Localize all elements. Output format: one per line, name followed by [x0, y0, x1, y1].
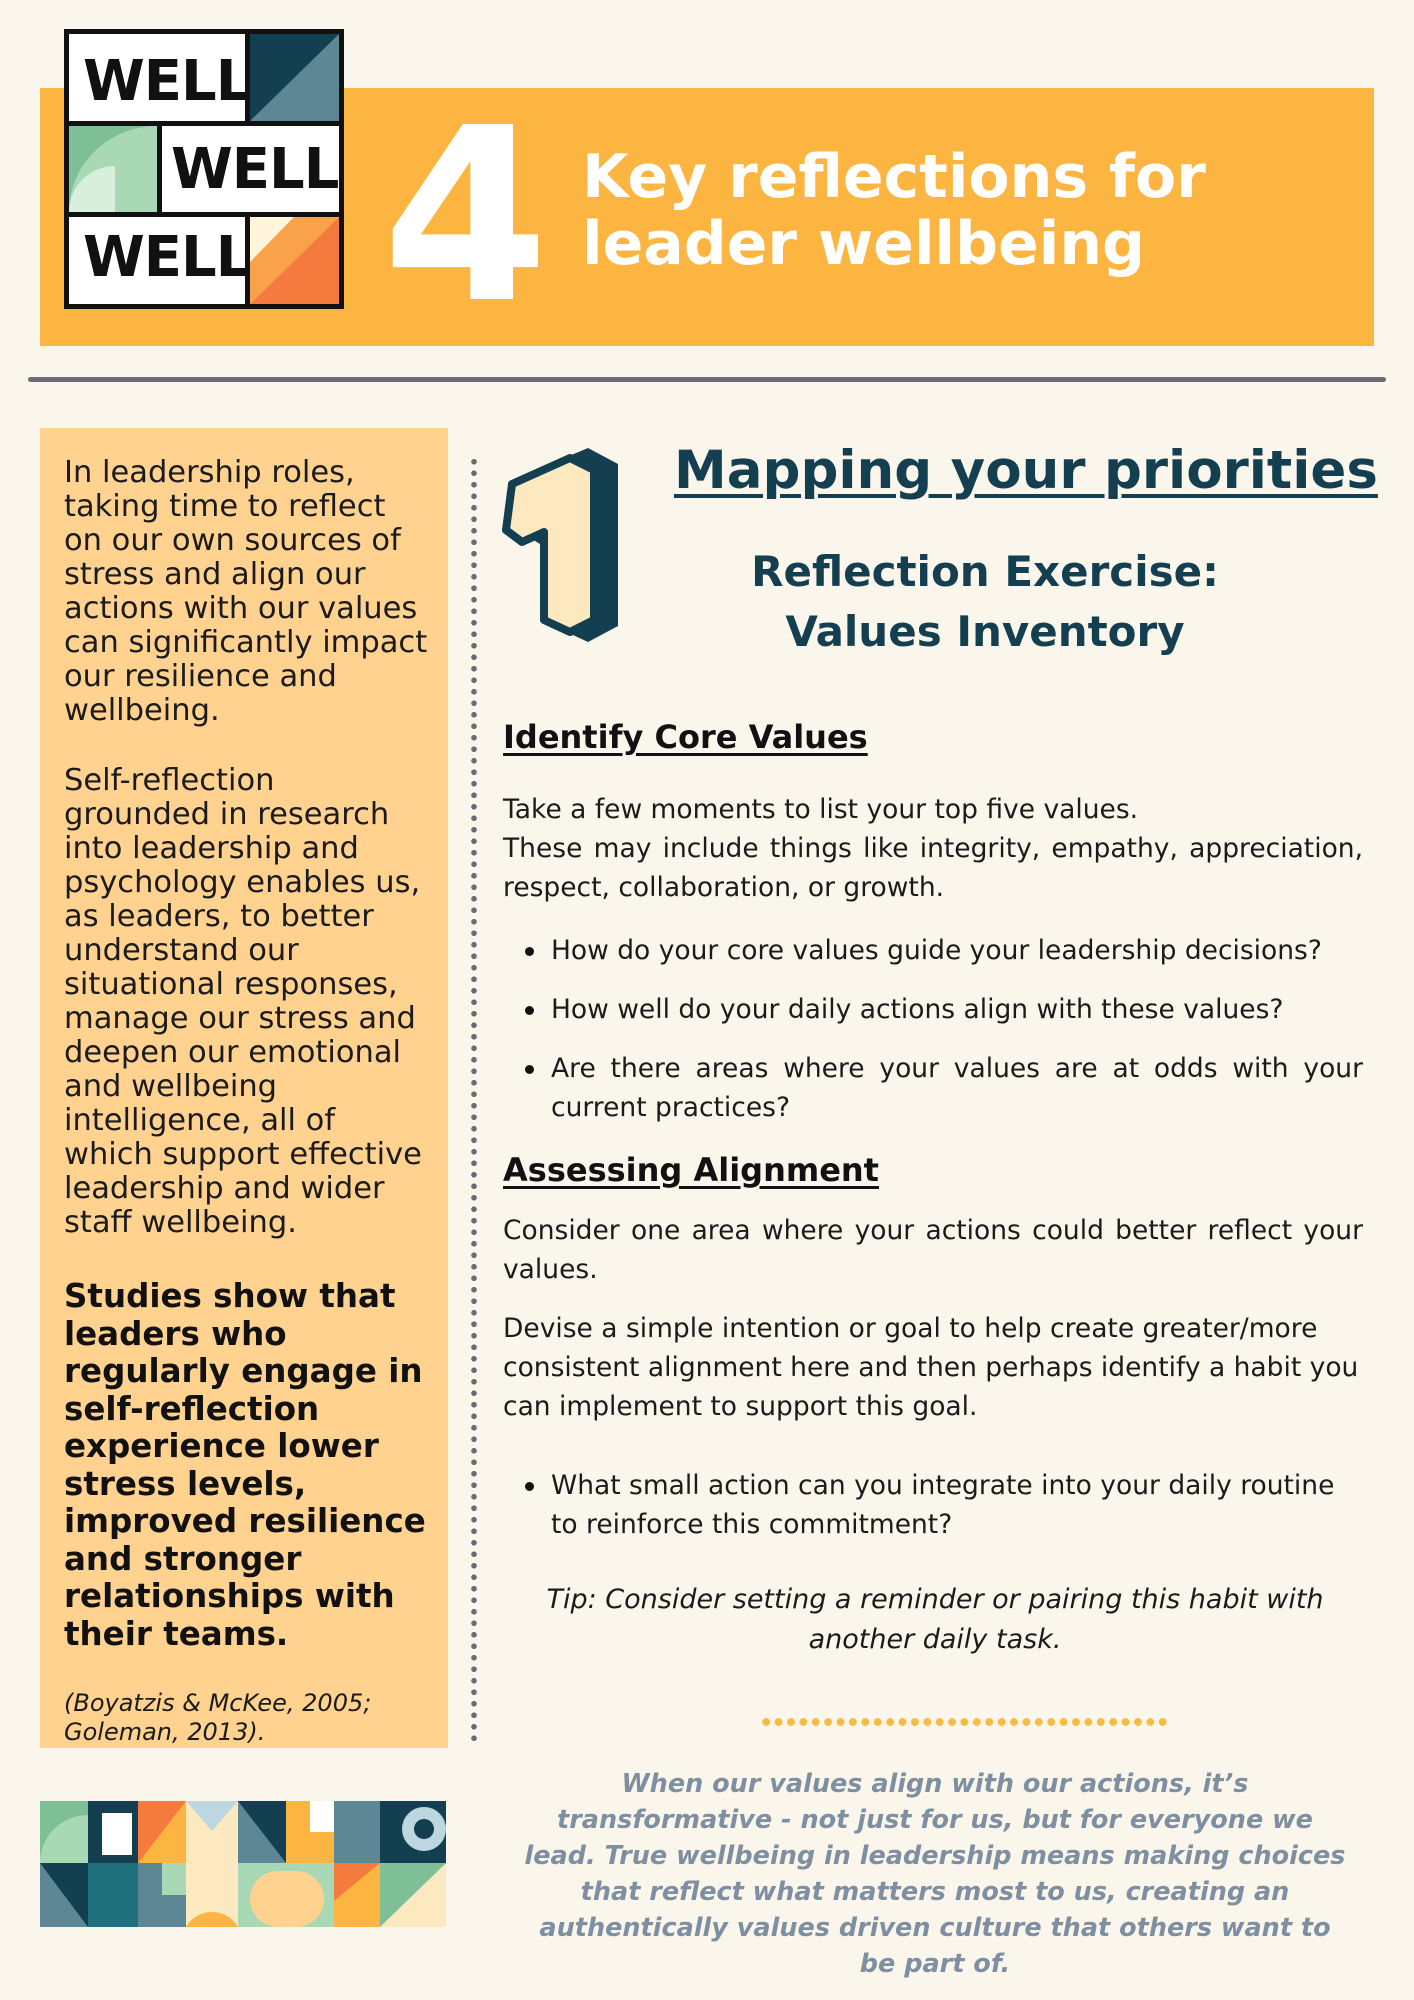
- section-title: Mapping your priorities: [674, 440, 1378, 501]
- sidebar-panel: [40, 428, 448, 1748]
- header-divider: [28, 377, 1386, 382]
- horizontal-dotted-divider: [760, 1717, 1170, 1727]
- assessing-heading: Assessing Alignment: [503, 1151, 879, 1189]
- sidebar-intro: In leadership roles, taking time to reflect on our own sources of stress and align our actions with our values can significantly impact our resilience and wellbeing.: [64, 455, 428, 728]
- identify-line1: Take a few moments to list your top five values.: [503, 794, 1139, 825]
- page-title: Key reflections for leader wellbeing: [582, 142, 1206, 280]
- logo-word-3: WELL: [83, 225, 251, 290]
- assessing-question-list: [503, 1466, 1363, 1564]
- assessing-para1: Consider one area where your actions could better reflect your values.: [503, 1215, 1363, 1285]
- list-item: Are there areas where your values are at odds with your current practices?: [503, 1049, 1363, 1127]
- identify-heading: Identify Core Values: [503, 718, 868, 756]
- vertical-dotted-divider: [471, 456, 477, 1746]
- sidebar-studies: Studies show that leaders who regularly engage in self-reflection experience lower stress levels, improved resilience and stronger relationships with their teams.: [64, 1277, 426, 1653]
- identify-question-list: [503, 931, 1363, 1147]
- list-item: How do your core values guide your leadership decisions?: [503, 931, 1363, 970]
- list-item: What small action can you integrate into your daily routine to reinforce this commitment?: [503, 1466, 1363, 1544]
- header-number: 4: [382, 76, 549, 356]
- identify-line2: These may include things like integrity, empathy, appreciation, respect, collaboration, or growth.: [503, 833, 1363, 903]
- exercise-title: [700, 542, 1270, 662]
- well-well-well-logo: [64, 29, 344, 309]
- sidebar-citation: (Boyatzis & McKee, 2005; Goleman, 2013).: [64, 1689, 372, 1746]
- step-number-one-graphic: [500, 444, 630, 644]
- assessing-para2: Devise a simple intention or goal to help create greater/more consistent alignment here and then perhaps identify a habit you can implement to support this goal.: [503, 1313, 1359, 1422]
- geometric-pattern-banner: [40, 1801, 446, 1927]
- list-item: How well do your daily actions align with these values?: [503, 990, 1363, 1029]
- logo-word-2: WELL: [171, 137, 339, 202]
- sidebar-research: Self-reflection grounded in research into leadership and psychology enables us, as leaders, to better understand our situational responses, manage our stress and deepen our emotional and wellbeing intelligence, all of which support effective leadership and wider staff wellbeing.: [64, 763, 422, 1240]
- closing-quote: When our values align with our actions, it’s transformative - not just for us, but for everyone we lead. True wellbeing in leadership means making choices that reflect what matters most to us, creating an authentically values driven culture that others want to be part of.: [524, 1769, 1346, 1979]
- step-number: 1: [500, 444, 501, 445]
- exercise-title-line2: Values Inventory: [785, 607, 1185, 656]
- exercise-title-line1: Reflection Exercise:: [751, 547, 1219, 596]
- logo-word-1: WELL: [83, 49, 251, 114]
- tip-text: Tip: Consider setting a reminder or pairing this habit with another daily task.: [546, 1584, 1324, 1655]
